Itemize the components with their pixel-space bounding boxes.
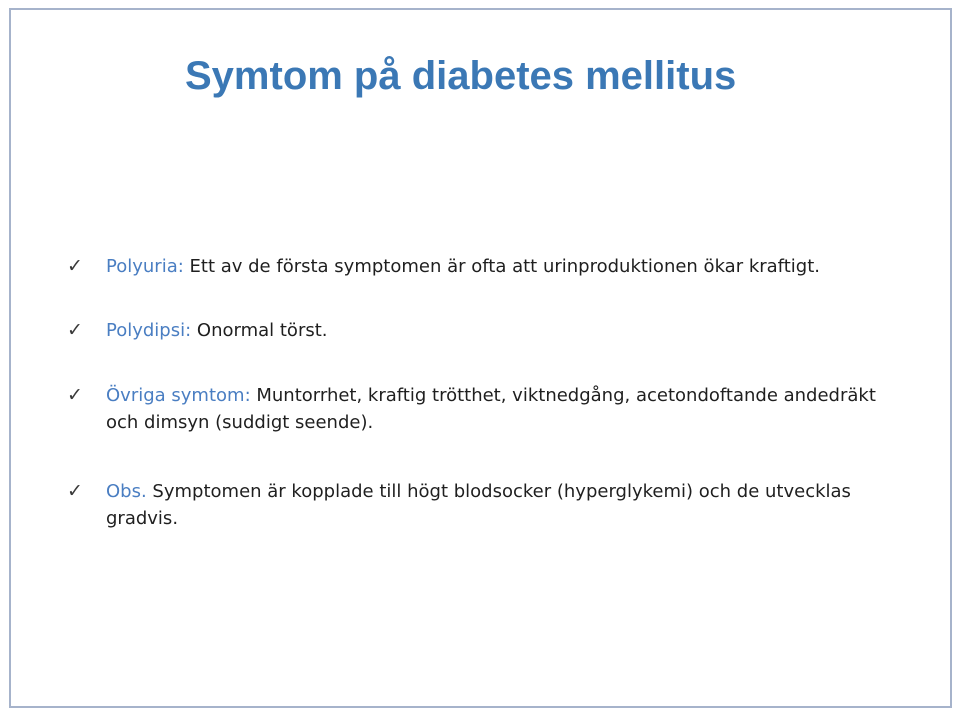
bullet-text <box>106 478 896 532</box>
checkmark-icon: ✓ <box>67 480 83 502</box>
checkmark-icon: ✓ <box>67 384 83 406</box>
bullet-body: Muntorrhet, kraftig trötthet, viktnedgång, acetondoftande andedräkt och dimsyn (suddigt seende). <box>106 385 876 433</box>
slide-title: Symtom på diabetes mellitus <box>185 54 737 98</box>
slide <box>9 8 952 708</box>
bullet-body: Symptomen är kopplade till högt blodsocker (hyperglykemi) och de utvecklas gradvis. <box>106 481 851 529</box>
bullet-label: Obs. <box>106 481 147 502</box>
checkmark-icon: ✓ <box>67 319 83 341</box>
bullet-label: Polydipsi: <box>106 320 192 341</box>
bullet-text <box>106 382 896 436</box>
bullet-text <box>106 253 896 280</box>
bullet-label: Övriga symtom: <box>106 385 251 406</box>
checkmark-icon: ✓ <box>67 255 83 277</box>
bullet-text <box>106 317 896 344</box>
bullet-body: Onormal törst. <box>191 320 328 341</box>
bullet-label: Polyuria: <box>106 256 184 277</box>
bullet-body: Ett av de första symptomen är ofta att urinproduktionen ökar kraftigt. <box>183 256 820 277</box>
